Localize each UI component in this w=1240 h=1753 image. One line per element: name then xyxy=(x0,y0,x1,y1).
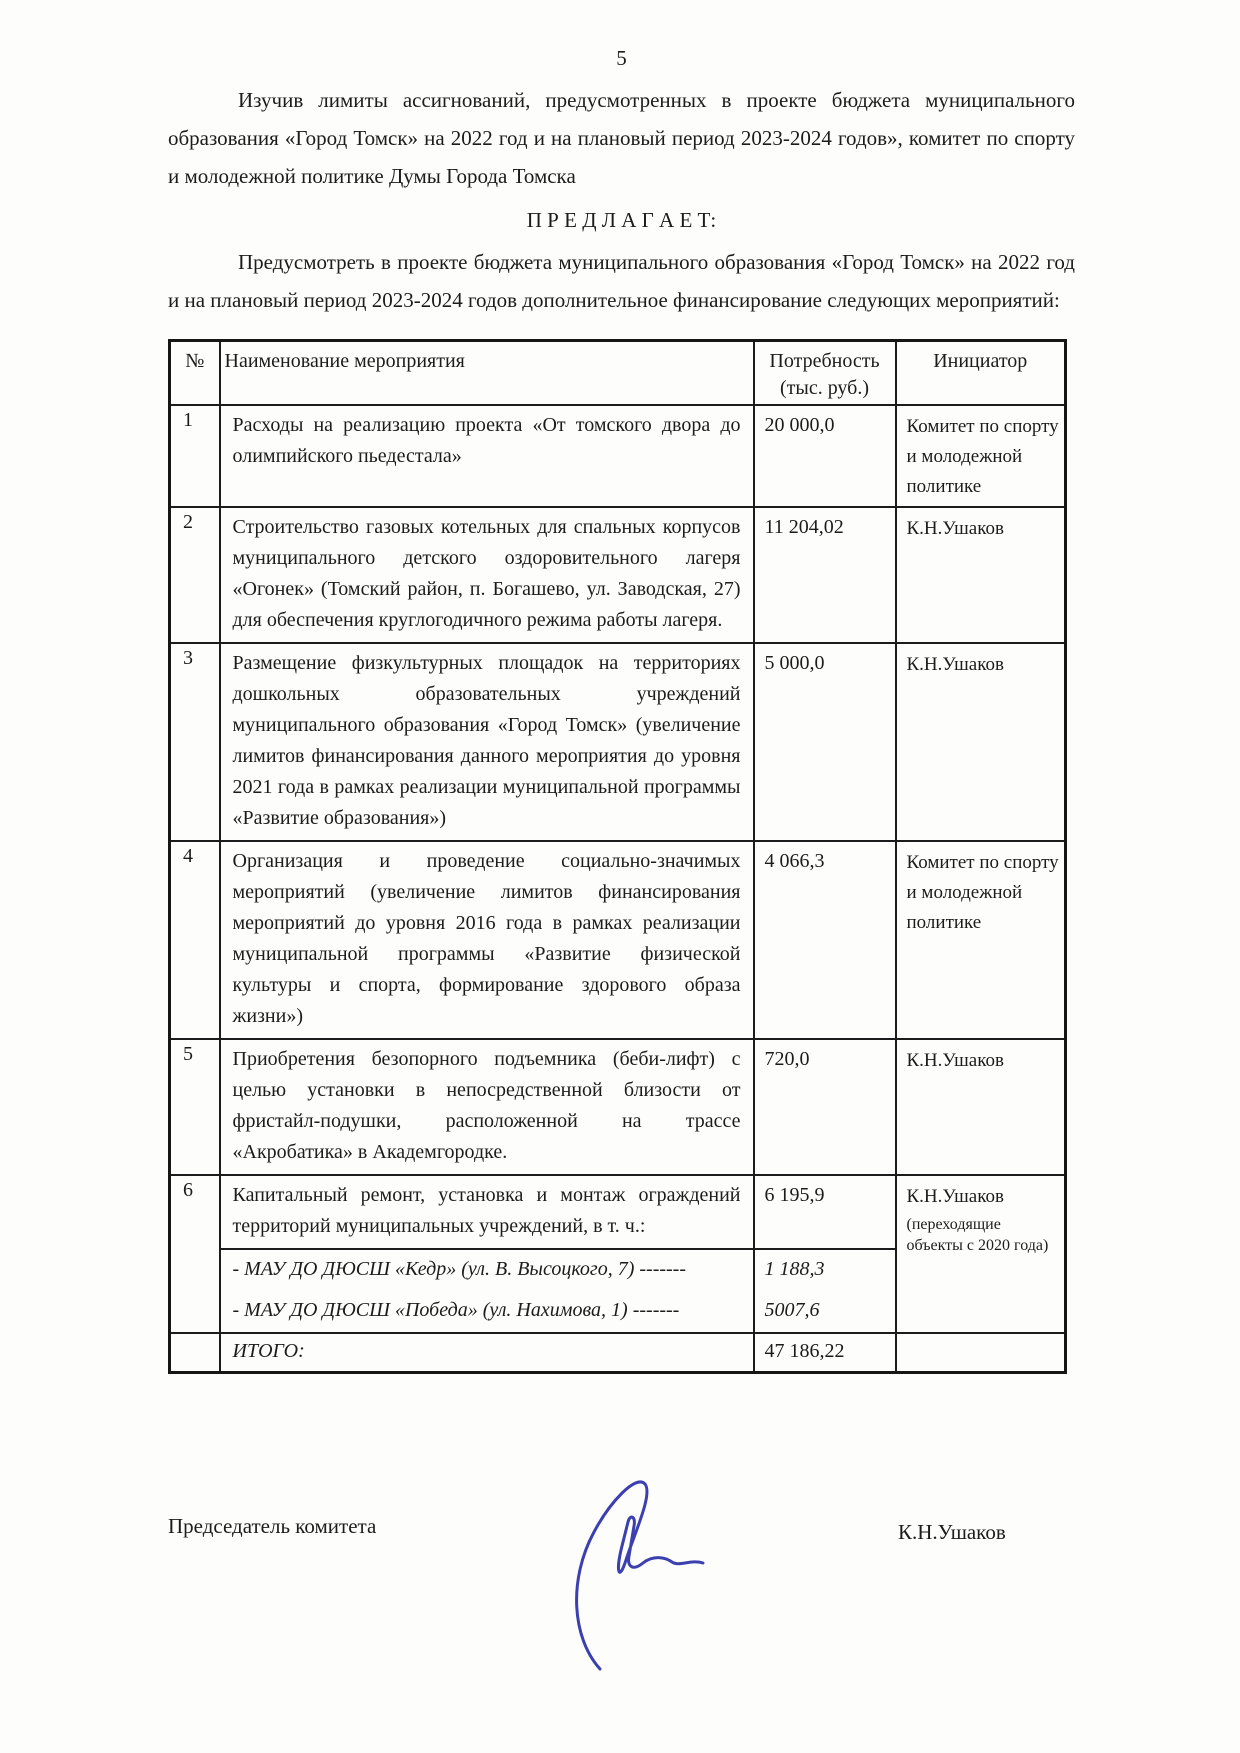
initiator-value: Комитет по спорту и молодежной политике xyxy=(896,841,1066,1039)
measure-name: Расходы на реализацию проекта «От томского двора до олимпийского пьедестала» xyxy=(220,405,754,507)
need-value: 20 000,0 xyxy=(754,405,896,507)
signatory-name: К.Н.Ушаков xyxy=(898,1520,1006,1544)
need-value: 720,0 xyxy=(754,1039,896,1175)
measure-name: Строительство газовых котельных для спальных корпусов муниципального детского оздоровительного лагеря «Огонек» (Томский район, п. Богашево, ул. Заводская, 27) для обеспечения круглогодичного режима работы лагеря. xyxy=(220,507,754,643)
initiator-value: К.Н.Ушаков xyxy=(896,507,1066,643)
total-value: 47 186,22 xyxy=(754,1333,896,1373)
sub-need-value: 1 188,3 xyxy=(754,1249,896,1291)
row-number: 2 xyxy=(170,507,220,643)
table-row xyxy=(170,1039,1066,1175)
table-row xyxy=(170,405,1066,507)
measure-name: Капитальный ремонт, установка и монтаж ограждений территорий муниципальных учреждений, в т. ч.: xyxy=(220,1175,754,1249)
initiator-value xyxy=(896,1175,1066,1333)
proposes-heading: П Р Е Д Л А Г А Е Т: xyxy=(526,208,717,232)
col-header-num: № xyxy=(170,341,220,406)
row-number: 5 xyxy=(170,1039,220,1175)
initiator-value: К.Н.Ушаков xyxy=(896,1039,1066,1175)
signature-block xyxy=(168,1462,1075,1702)
need-value: 6 195,9 xyxy=(754,1175,896,1249)
col-header-need-line1: Потребность xyxy=(769,350,880,372)
initiator-value: К.Н.Ушаков xyxy=(896,643,1066,841)
need-value: 4 066,3 xyxy=(754,841,896,1039)
table-row xyxy=(170,841,1066,1039)
col-header-initiator: Инициатор xyxy=(896,341,1066,406)
row-number: 1 xyxy=(170,405,220,507)
row-number: 6 xyxy=(170,1175,220,1333)
measure-name: Размещение физкультурных площадок на территориях дошкольных образовательных учреждений муниципального образования «Город Томск» (увеличение лимитов финансирования данного мероприятия до уровня 2021 года в рамках реализации муниципальной программы «Развитие образования») xyxy=(220,643,754,841)
need-value: 11 204,02 xyxy=(754,507,896,643)
page-number: 5 xyxy=(616,46,627,70)
total-label: ИТОГО: xyxy=(220,1333,754,1373)
row-number: 4 xyxy=(170,841,220,1039)
total-initiator-cell xyxy=(896,1333,1066,1373)
table-total-row xyxy=(170,1333,1066,1373)
intro-paragraph-2: Предусмотреть в проекте бюджета муниципального образования «Город Томск» на 2022 год и на плановый период 2023-2024 годов дополнительное финансирование следующих мероприятий: xyxy=(168,250,1075,312)
sub-measure-name: - МАУ ДО ДЮСШ «Победа» (ул. Нахимова, 1) ------- xyxy=(220,1291,754,1333)
col-header-need-line2: (тыс. руб.) xyxy=(779,377,870,399)
measure-name: Приобретения безопорного подъемника (беби-лифт) с целью установки в непосредственной близости от фристайл-подушки, расположенной на трассе «Акробатика» в Академгородке. xyxy=(220,1039,754,1175)
need-value: 5 000,0 xyxy=(754,643,896,841)
table-row xyxy=(170,643,1066,841)
intro-paragraph-1: Изучив лимиты ассигнований, предусмотренных в проекте бюджета муниципального образования «Город Томск» на 2022 год и на плановый период 2023-2024 годов», комитет по спорту и молодежной политике Думы Города Томска xyxy=(168,88,1075,188)
total-row-number-cell xyxy=(170,1333,220,1373)
sub-need-value: 5007,6 xyxy=(754,1291,896,1333)
sub-measure-name: - МАУ ДО ДЮСШ «Кедр» (ул. В. Высоцкого, 7) ------- xyxy=(220,1249,754,1291)
initiator-name: К.Н.Ушаков xyxy=(906,1186,1004,1207)
measures-table xyxy=(168,339,1067,1374)
signature-icon xyxy=(550,1462,720,1682)
col-header-name: Наименование мероприятия xyxy=(220,341,754,406)
table-row xyxy=(170,507,1066,643)
initiator-value: Комитет по спорту и молодежной политике xyxy=(896,405,1066,507)
col-header-need xyxy=(754,341,896,406)
signatory-title: Председатель комитета xyxy=(168,1514,377,1538)
row-number: 3 xyxy=(170,643,220,841)
table-header-row xyxy=(170,341,1066,406)
initiator-note: (переходящие объекты с 2020 года) xyxy=(906,1216,1049,1254)
table-row xyxy=(170,1175,1066,1249)
measure-name: Организация и проведение социально-значимых мероприятий (увеличение лимитов финансирования мероприятий до уровня 2016 года в рамках реализации муниципальной программы «Развитие физической культуры и спорта, формирование здорового образа жизни») xyxy=(220,841,754,1039)
